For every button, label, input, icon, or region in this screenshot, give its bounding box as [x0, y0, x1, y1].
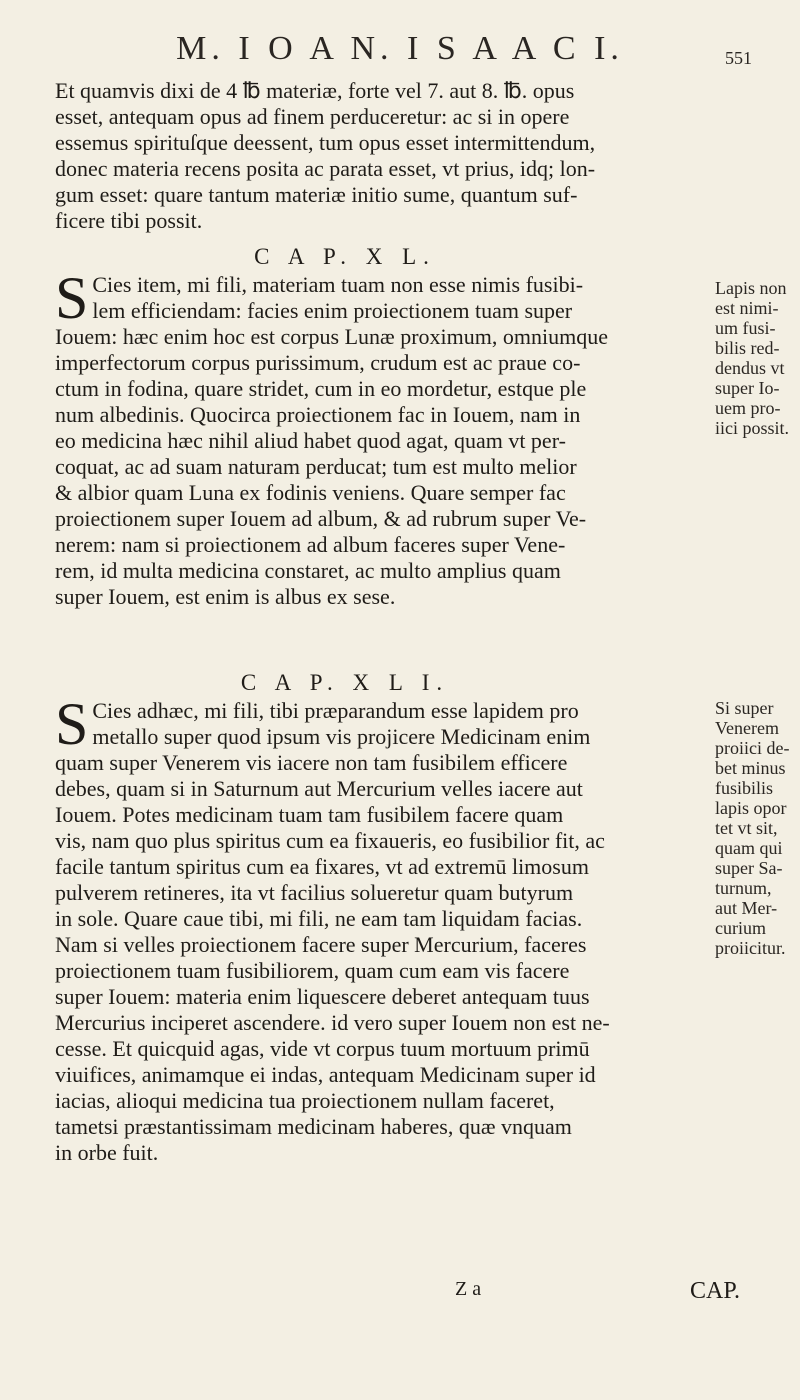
margin-line: curium — [715, 918, 766, 938]
margin-line: est nimi- — [715, 298, 779, 318]
text-line: tametsi præstantissimam medicinam haberes, quæ vnquam — [55, 1114, 572, 1139]
text-line: proiectionem super Iouem ad album, & ad rubrum super Ve- — [55, 506, 587, 531]
text-line: vis, nam quo plus spiritus cum ea fixaueris, eo fusibilior fit, ac — [55, 828, 605, 853]
text-line: imperfectorum corpus purissimum, crudum est ac praue co- — [55, 350, 581, 375]
chapter-41 — [55, 666, 635, 1166]
chapter-body — [55, 265, 635, 610]
text-line: nerem: nam si proiectionem ad album faceres super Vene- — [55, 532, 566, 557]
margin-line: aut Mer- — [715, 898, 778, 918]
text-line: in orbe fuit. — [55, 1140, 159, 1165]
chapter-heading: C A P. X L. — [254, 244, 436, 269]
margin-line: bilis red- — [715, 338, 780, 358]
text-line: esset, antequam opus ad finem perduceretur: ac si in opere — [55, 104, 570, 129]
intro-paragraph — [55, 78, 635, 234]
text-line: facile tantum spiritus cum ea fixares, vt ad extremū limosum — [55, 854, 589, 879]
text-line: essemus spirituſque deessent, tum opus esset intermittendum, — [55, 130, 596, 155]
margin-line: Si super — [715, 698, 774, 718]
text-line: in sole. Quare caue tibi, mi fili, ne eam tam liquidam facias. — [55, 906, 583, 931]
margin-line: Lapis non — [715, 278, 787, 298]
drop-initial: S — [55, 691, 89, 757]
page-number: 551 — [725, 48, 752, 68]
chapter-heading: C A P. X L I. — [240, 670, 450, 695]
text-line: & albior quam Luna ex fodinis veniens. Quare semper fac — [55, 480, 566, 505]
margin-line: um fusi- — [715, 318, 776, 338]
text-line: Iouem. Potes medicinam tuam tam fusibilem facere quam — [55, 802, 564, 827]
signature-mark: Z a — [455, 1278, 482, 1300]
text-line: super Iouem: materia enim liquescere deberet antequam tuus — [55, 984, 590, 1009]
margin-line: proiici de- — [715, 738, 790, 758]
text-line: eo medicina hæc nihil aliud habet quod agat, quam vt per- — [55, 428, 566, 453]
chapter-40 — [55, 240, 635, 610]
margin-line: fusibilis — [715, 778, 774, 798]
catchword: CAP. — [690, 1278, 741, 1304]
text-line: donec materia recens posita ac parata esset, vt prius, idq; lon- — [55, 156, 596, 181]
text-line: quam super Venerem vis iacere non tam fusibilem efficere — [55, 750, 568, 775]
margin-line: proiicitur. — [715, 938, 786, 958]
drop-initial: S — [55, 265, 89, 331]
text-line: Iouem: hæc enim hoc est corpus Lunæ proximum, omniumque — [55, 324, 608, 349]
text-line: iacias, alioqui medicina tua proiectionem nullam faceret, — [55, 1088, 555, 1113]
margin-line: iici possit. — [715, 418, 790, 438]
margin-line: Venerem — [715, 718, 779, 738]
text-line: debes, quam si in Saturnum aut Mercurium velles iacere aut — [55, 776, 583, 801]
text-line: gum esset: quare tantum materiæ initio sume, quantum suf- — [55, 182, 578, 207]
chapter-body — [55, 691, 635, 1166]
text-line: pulverem retineres, ita vt facilius solueretur quam butyrum — [55, 880, 574, 905]
text-line: ctum in fodina, quare stridet, cum in eo mordetur, estque ple — [55, 376, 587, 401]
margin-line: dendus vt — [715, 358, 785, 378]
text-line: Mercurius inciperet ascendere. id vero super Iouem non est ne- — [55, 1010, 610, 1035]
margin-note-2 — [715, 698, 795, 958]
margin-line: super Io- — [715, 378, 780, 398]
margin-line: turnum, — [715, 878, 772, 898]
text-line: coquat, ac ad suam naturam perducat; tum est multo melior — [55, 454, 577, 479]
text-line: num albedinis. Quocirca proiectionem fac in Iouem, nam in — [55, 402, 581, 427]
text-line: ficere tibi possit. — [55, 208, 203, 233]
margin-line: tet vt sit, — [715, 818, 778, 838]
margin-note-1 — [715, 278, 795, 438]
text-line: rem, id multa medicina constaret, ac multo amplius quam — [55, 558, 561, 583]
text-line: metallo super quod ipsum vis projicere Medicinam enim — [92, 724, 591, 749]
text-line: Cies item, mi fili, materiam tuam non esse nimis fusibi- — [92, 272, 584, 297]
text-line: lem efficiendam: facies enim proiectionem tuam super — [92, 298, 573, 323]
text-line: super Iouem, est enim is albus ex sese. — [55, 584, 396, 609]
margin-line: uem pro- — [715, 398, 781, 418]
margin-line: super Sa- — [715, 858, 783, 878]
margin-line: quam qui — [715, 838, 783, 858]
text-line: viuifices, animamque ei indas, antequam Medicinam super id — [55, 1062, 596, 1087]
text-line: Cies adhæc, mi fili, tibi præparandum esse lapidem pro — [92, 698, 579, 723]
text-line: proiectionem tuam fusibiliorem, quam cum eam vis facere — [55, 958, 570, 983]
text-line: cesse. Et quicquid agas, vide vt corpus tuum mortuum primū — [55, 1036, 590, 1061]
text-line: Et quamvis dixi de 4 ℔ materiæ, forte vel 7. aut 8. ℔. opus — [55, 78, 575, 103]
running-title: M. I O A N. I S A A C I. — [176, 30, 624, 67]
text-line: Nam si velles proiectionem facere super Mercurium, faceres — [55, 932, 587, 957]
margin-line: bet minus — [715, 758, 786, 778]
margin-line: lapis opor — [715, 798, 787, 818]
